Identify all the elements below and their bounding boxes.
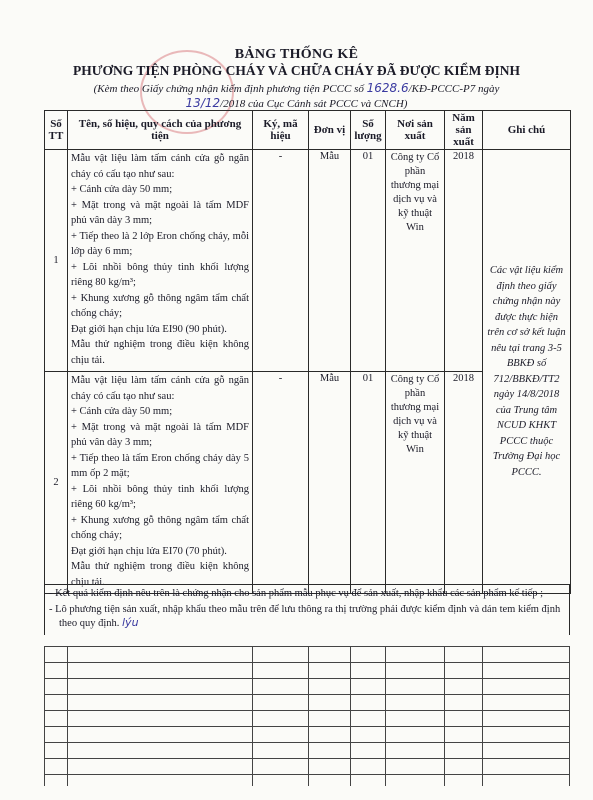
certificate-number: 1628.6 — [366, 81, 409, 95]
desc-line: Mẫu thử nghiệm trong điều kiện không chịu tải. — [71, 339, 249, 366]
row-symbol: - — [253, 150, 309, 372]
header-stt: Số TT — [45, 111, 68, 150]
desc-line: + Tiếp theo là 2 lớp Eron chống cháy, mỗi lớp dày 6 mm; — [71, 230, 249, 257]
header-year: Năm sản xuất — [445, 111, 483, 150]
row-year: 2018 — [445, 150, 483, 372]
grid-line — [44, 662, 570, 663]
row-origin: Công ty Cổ phần thương mại dịch vụ và kỹ thuật Win — [386, 150, 445, 372]
table-header-row — [45, 111, 571, 150]
desc-line: + Mặt trong và mặt ngoài là tấm MDF phủ vân dày 3 mm; — [71, 421, 249, 448]
grid-line — [44, 758, 570, 759]
initial-signature: lýu — [122, 616, 139, 629]
desc-line: Mẫu vật liệu làm tấm cánh cửa gỗ ngăn cháy có cấu tạo như sau: — [71, 153, 249, 180]
subtitle-part3: /2018 của Cục Cảnh sát PCCC và CNCH) — [220, 98, 408, 110]
row-unit: Mẫu — [309, 150, 351, 372]
footnote-2 — [49, 603, 565, 631]
header-symbol: Ký, mã hiệu — [253, 111, 309, 150]
grid-line — [44, 646, 570, 647]
row-qty: 01 — [351, 372, 386, 594]
document-subtitle-date — [0, 96, 593, 110]
desc-line: Đạt giới hạn chịu lửa EI70 (70 phút). — [71, 545, 227, 557]
document-title: BẢNG THỐNG KÊ — [234, 47, 359, 62]
table-row — [45, 150, 571, 372]
grid-line — [44, 694, 570, 695]
desc-line: + Cánh cửa dày 50 mm; — [71, 406, 173, 417]
document-heading: PHƯƠNG TIỆN PHÒNG CHÁY VÀ CHỮA CHÁY ĐÃ ĐƯỢC KIỂM ĐỊNH — [72, 63, 520, 78]
grid-line — [44, 774, 570, 775]
desc-line: + Khung xương gỗ thông ngâm tẩm chất chống cháy; — [71, 514, 249, 541]
subtitle-part1: (Kèm theo Giấy chứng nhận kiểm định phương tiện PCCC số — [93, 83, 367, 95]
grid-line — [385, 646, 386, 786]
row-unit: Mẫu — [309, 372, 351, 594]
header-qty: Số lượng — [351, 111, 386, 150]
grid-line — [67, 646, 68, 786]
grid-line — [44, 646, 45, 786]
grid-line — [444, 646, 445, 786]
header-origin: Nơi sản xuất — [386, 111, 445, 150]
grid-line — [44, 678, 570, 679]
inspection-table — [44, 110, 571, 594]
footnote-1: - Kết quả kiểm định nêu trên là chứng nhận cho sản phẩm mẫu phục vụ để sản xuất, nhập khẩu các sản phẩm kế tiếp ; — [49, 588, 544, 599]
row-qty: 01 — [351, 150, 386, 372]
header-name: Tên, số hiệu, quy cách của phương tiện — [68, 111, 253, 150]
row-description — [68, 150, 253, 372]
desc-line: + Khung xương gỗ thông ngâm tẩm chất chống cháy; — [71, 292, 249, 319]
row-stt: 2 — [45, 372, 68, 594]
grid-line — [350, 646, 351, 786]
grid-line — [252, 646, 253, 786]
certificate-date: 13/12 — [185, 96, 221, 110]
note-cell: Các vật liệu kiểm định theo giấy chứng nhận này được thực hiện trên cơ sở kết luận nêu tại trang 3-5 BBKĐ số 712/BBKĐ/TT2 ngày 14/8/2018 của Trung tâm NCUD KHKT PCCC thuộc Trường Đại học PCCC. — [483, 150, 571, 594]
row-year: 2018 — [445, 372, 483, 594]
footnotes — [44, 584, 570, 635]
desc-line: + Tiếp theo là tấm Eron chống cháy dày 5 mm ốp 2 mặt; — [71, 452, 249, 479]
header-note: Ghi chú — [483, 111, 571, 150]
desc-line: + Mặt trong và mặt ngoài là tấm MDF phủ vân dày 3 mm; — [71, 199, 249, 226]
row-origin: Công ty Cổ phần thương mại dịch vụ và kỹ thuật Win — [386, 372, 445, 594]
grid-line — [44, 710, 570, 711]
desc-line: + Lõi nhồi bông thủy tinh khối lượng riêng 80 kg/m³; — [71, 261, 249, 288]
desc-line: + Cánh cửa dày 50 mm; — [71, 184, 173, 195]
footnote-2-text: - Lô phương tiện sản xuất, nhập khẩu theo mẫu trên để lưu thông ra thị trường phải được kiểm định và dán tem kiểm định theo quy định. — [49, 603, 561, 629]
desc-line: Mẫu vật liệu làm tấm cánh cửa gỗ ngăn cháy có cấu tạo như sau: — [71, 375, 249, 402]
row-symbol: - — [253, 372, 309, 594]
grid-line — [482, 646, 483, 786]
grid-line — [44, 742, 570, 743]
row-stt: 1 — [45, 150, 68, 372]
row-description — [68, 372, 253, 594]
grid-line — [44, 726, 570, 727]
desc-line: Mẫu thử nghiệm trong điều kiện không chịu tải. — [71, 561, 249, 588]
grid-line — [569, 646, 570, 786]
desc-line: Đạt giới hạn chịu lửa EI90 (90 phút). — [71, 323, 227, 335]
document-subtitle — [0, 81, 593, 95]
desc-line: + Lõi nhồi bông thủy tinh khối lượng riêng 60 kg/m³; — [71, 483, 249, 510]
empty-ruled-grid — [44, 646, 570, 786]
header-unit: Đơn vị — [309, 111, 351, 150]
subtitle-part2: /KĐ-PCCC-P7 ngày — [408, 83, 500, 95]
grid-line — [308, 646, 309, 786]
